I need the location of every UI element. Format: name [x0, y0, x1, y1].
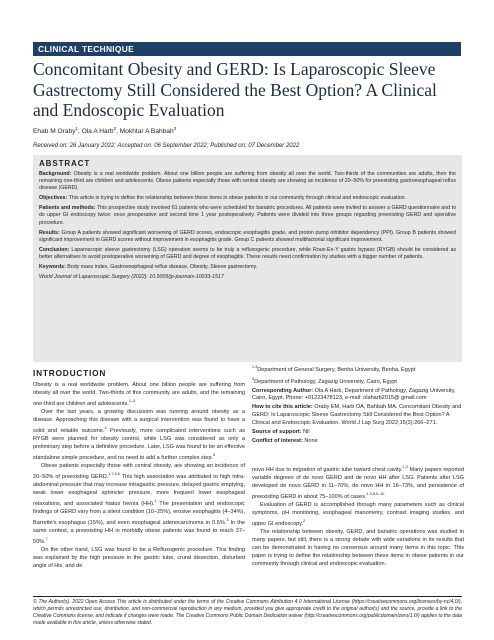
- author-name: Ola A Harb: [81, 128, 114, 136]
- abstract-conclusion: Conclusion: Laparoscopic sleeve gastrectomy (LSG) operation seems to be truly a refluxogenic procedure, while Roux-En-Y gastric bypass (RYGB) should be considered as better alternatives to avoid postoperative worsening of GERD and degree of esophagitis. These results need confirmation by studies with a bigger number of patients.: [39, 246, 456, 260]
- intro-paragraph: Over the last years, a growing discussion was running around obesity as a disease. Approaching this disease with a surgical intervention was found to have a solid and reliable outcome.$^4$ Previously, more complicated interventions such as RYGB were planned for obesity control, while LSG was considered as only a preliminary step before a definitive procedure. Later, LSG was found to be an effective standalone simple procedure, and no need to add a further complex step.$^5$: [33, 408, 245, 461]
- how-to-cite: How to cite this article: Oraby EM, Harb OA, Bahbah MA. Concomitant Obesity and GERD: Is Laparoscopic Sleeve Gastrectomy Still Considered the Best Option? A Clinical and Endoscopic Evaluation. World J Lap Surg 2022;15(3):266–271.: [252, 404, 462, 427]
- affiliation: $^{1,3}$Department of General Surgery, Benha University, Benha, Egypt: [252, 365, 416, 373]
- title-line: Concomitant Obesity and GERD: Is Laparoscopic Sleeve: [33, 59, 436, 79]
- abstract-methods: Patients and methods: This prospective study involved 61 patients who were scheduled for bariatric procedures. All patients were invited to answer a GERD questionnaire and to do upper GI endoscopy twice: once preoperative and second time 1 year postoperatively. Patients were divided into three groups regarding preexisting GERD and operative procedure.: [39, 205, 456, 226]
- corresponding-author: Corresponding Author: Ola A Harb, Department of Pathology, Zagazig University, Cairo, Egypt, Phone: +01223478123, e-mail: olaharb2015@ gmail.com: [252, 387, 456, 402]
- body-paragraph: The relationship between obesity, GERD, and bariatric operations was studied in many papers, but still, there is a strong debate with wide variations in its results that can be demonstrated in having no consensus around many items in this topic. This paper is trying to define the relationship between these items in obese patients in our community through clinical and endoscopic evaluation.: [252, 528, 464, 568]
- introduction-heading: INTRODUCTION: [33, 368, 107, 378]
- footer-divider: [33, 596, 462, 597]
- article-title: [33, 59, 465, 121]
- intro-paragraph: Obese patients especially those with central obesity, are showing an incidence of 20–50% of preexisting GERD.$^{1,2,5,6}$ This high association was attributed to high intra-abdominal pressure that may increase intragastric pressure, delayed gastric emptying, weak lower esophageal sphincter pressure, more frequent lower esophageal relaxations, and associated hiatus hernia (HH).$^1$ The presentation and endoscopic findings of GERD vary from a silent condition (10–25%), erosive esophagitis (4–34%), Barrette's esophagus (15%), and even esophageal adenocarcinoma in 0.5%.$^3$ In the same context, a preexisting HH in morbidly obese patients was found to reach 37–50%.$^7$: [33, 462, 246, 545]
- source-of-support: Source of support: Nil: [252, 429, 310, 436]
- abstract-heading: ABSTRACT: [39, 159, 91, 168]
- abstract-objectives: Objectives: This article is trying to define the relationship between these items in obese patients in our community through clinical and endoscopic evaluation.: [39, 195, 407, 202]
- section-label: CLINICAL TECHNIQUE: [33, 42, 461, 56]
- intro-paragraph: Obesity is a real worldwide problem. About one billion people are suffering from obesity all over the world. Two-thirds of this community are adults, and the remaining one-third are children and adolescents.$^{1-3}$: [33, 382, 245, 407]
- abstract-box: [33, 155, 462, 362]
- author-name: Ehab M Oraby: [33, 128, 76, 136]
- author-name: Mokhtar A Bahbah: [119, 128, 174, 136]
- author-affiliation: 3: [173, 126, 177, 131]
- publication-dates: Received on: 26 January 2022; Accepted on: 06 September 2022; Published on: 07 December 2022: [33, 143, 300, 149]
- article-info: [252, 364, 464, 447]
- author-affiliation: 2: [113, 126, 117, 131]
- body-paragraph: Evaluation of GERD is accomplished through many parameters such as clinical symptoms, pH monitoring, esophageal manometry, contrast imaging studies, and upper GI endoscopy.$^2$: [252, 501, 464, 527]
- conflict-of-interest: Conflict of interest: None: [252, 437, 318, 444]
- license-footer: © The Author(s). 2022 Open Access This article is distributed under the terms of the Creative Commons Attribution 4.0 International License (https://creativecommons.org/licenses/by-nc/4.0/), which permits unrestricted use, distribution, and non-commercial reproduction in any medium, provided you give appropriate credit to the original author(s) and the source, provide a link to the Creative Commons license, and indicate if changes were made. The Creative Commons Public Domain Dedication waiver (http://creativecommons.org/publicdomain/zero/1.0/) applies to the data made available in this article, unless otherwise stated.: [33, 599, 462, 626]
- right-column-body: [252, 463, 464, 568]
- abstract-results: Results: Group A patients showed significant worsening of GERD scores, endoscopic esophagitis grade, and proton pump inhibitor dependency (PPI). Group B patients showed significant improvement in GERD scores without improvement in esophagitis grade. Group C patients showed multifactorial significant improvement.: [39, 229, 456, 243]
- body-paragraph: novo HH due to migration of gastric tube toward chest cavity.$^{1,3}$ Many papers reported variable degrees of de novo GERD and de novo HH after LSG. Patients after LSG developed de novo GERD in 11–70%, de novo HH in 16–73%, and persistence of preexisting GERD in about 75–100% of cases.$^{1,3,8,9-10}$: [252, 465, 464, 500]
- intro-paragraph: On the other hand, LSG was found to be a Refluxogenic procedure. This finding was explained by the high pressure in the gastric tube, crural dissection, disturbed angle of His, and de: [33, 546, 245, 569]
- title-line: Gastrectomy Still Considered the Best Option? A Clinical: [33, 79, 437, 100]
- title-line: and Endoscopic Evaluation: [33, 100, 225, 120]
- journal-citation: World Journal of Laparoscopic Surgery (2022): 10.5005/jp-journals-10033-1517: [39, 274, 224, 281]
- affiliation: $^2$Department of Pathology, Zagazig University, Cairo, Egypt: [252, 376, 397, 385]
- abstract-background: Background: Obesity is a real worldwide problem. About one billion people are suffering from obesity all over the world. Two-thirds of the communities are adults, then the remaining one-third are children and adolescents. Obese patients especially those with central obesity are showing an incidence of 20–50% for preexisting gastroesophageal reflux disease (GERD).: [39, 171, 456, 192]
- author-affiliation: 1: [75, 126, 79, 131]
- left-column: [33, 368, 245, 570]
- abstract-keywords: Keywords: Body mass index, Gastroesophageal reflux disease, Obesity, Sleeve gastrectomy.: [39, 264, 258, 271]
- author-list: Ehab M Oraby$^1$, Ola A Harb$^2$, Mokhtar A Bahbah$^3$: [33, 126, 177, 136]
